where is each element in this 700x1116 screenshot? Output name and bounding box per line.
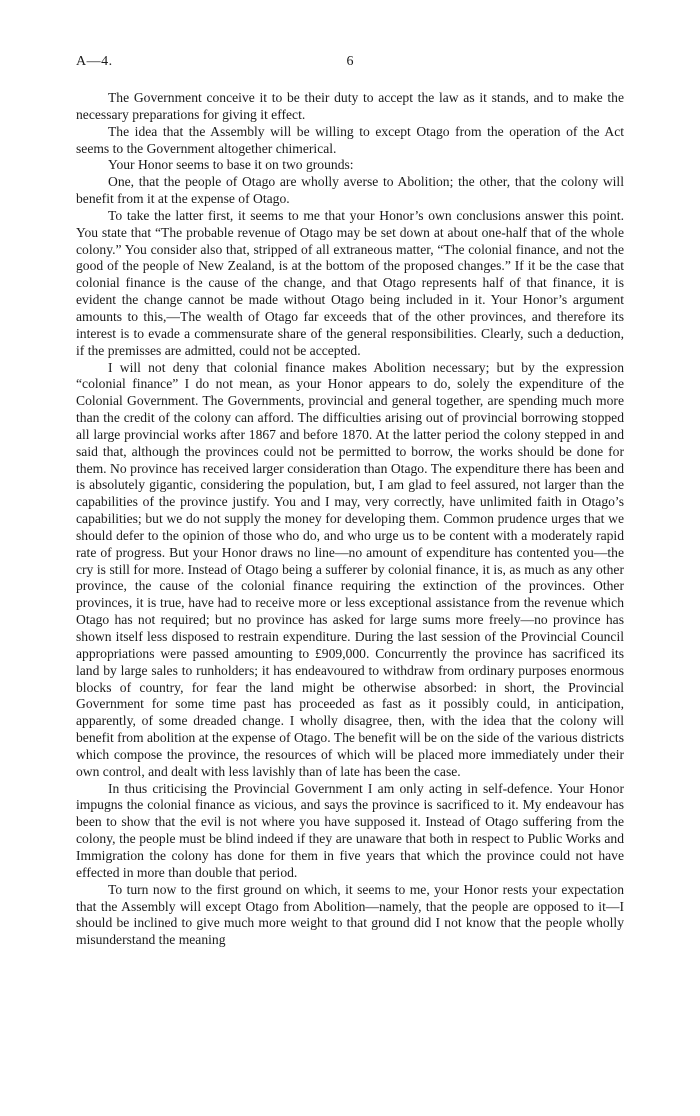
page-number: 6 bbox=[346, 54, 354, 69]
paragraph-chimerical: The idea that the Assembly will be willing to except Otago from the operation of the Act seems to the Government altogether chimerical. bbox=[76, 123, 624, 156]
paragraph-colonial-finance: I will not deny that colonial finance makes Abolition necessary; but by the expression “colonial finance” I do not mean, as your Honor appears to do, solely the expenditure of the Colonial Government. The Governments, provincial and general together, are spending much more than the credit of the colony can afford. The difficulties arising out of provincial borrowing stopped all large provincial works after 1867 and before 1870. At the latter period the colony stepped in and said that, although the provinces could not be permitted to borrow, the works should be done for them. No province has received larger consideration than Otago. The expenditure there has been and is absolutely gigantic, considering the population, but, I am glad to feel assured, not larger than the capabilities of the province justify. You and I may, very correctly, have unlimited faith in Otago’s capabilities; but we do not supply the money for developing them. Common prudence urges that we should defer to the opinion of those who do, and who urge us to be content with a moderately rapid rate of progress. But your Honor draws no line—no amount of expenditure has contented you—the cry is still for more. Instead of Otago being a sufferer by colonial finance, it is, as much as any other province, the cause of the colonial finance requiring the extinction of the provinces. Other provinces, it is true, have had to receive more or less exceptional assistance from the revenue which Otago has not required; but no province has asked for large sums more freely—no province has shown itself less disposed to restrain expenditure. During the last session of the Provincial Council appropriations were passed amounting to £909,000. Concurrently the province has sacrificed its land by large sales to runholders; it has endeavoured to withdraw from ordinary purposes enormous blocks of country, for fear the land might be otherwise absorbed: in short, the Provincial Government for some time past has proceeded as fast as it possibly could, in anticipation, apparently, of some dreaded change. I wholly disagree, then, with the idea that the colony will benefit from abolition at the expense of Otago. The benefit will be on the side of the various districts which compose the province, the resources of which will be placed more immediately under their own control, and dealt with less lavishly than of late has been the case. bbox=[76, 359, 624, 779]
paragraph-two-grounds: Your Honor seems to base it on two grounds: bbox=[108, 157, 354, 173]
paragraph-accept-law: The Government conceive it to be their duty to accept the law as it stands, and to make the necessary preparations for giving it effect. bbox=[76, 90, 624, 122]
paragraph-first-ground: To turn now to the first ground on which, it seems to me, your Honor rests your expectation that the Assembly will except Otago from Abolition—namely, that the people are opposed to it—I should be inclined to give much more weight to that ground did I not know that the people wholly misunderstand the meaning bbox=[76, 881, 624, 948]
paragraph-grounds-stated: One, that the people of Otago are wholly averse to Abolition; the other, that the colony will benefit from it at the expense of Otago. bbox=[76, 174, 624, 207]
paragraph-self-defence: In thus criticising the Provincial Government I am only acting in self-defence. Your Honor impugns the colonial finance as vicious, and says the province is sacrificed to it. My endeavour has been to show that the evil is not where you have supposed it. Instead of Otago suffering from the colony, the people must be blind indeed if they are unaware that both in respect to Public Works and Immigration the colony has done for them in five years that which the province could not have effected in more than double that period. bbox=[76, 780, 624, 880]
paragraph-latter-ground: To take the latter first, it seems to me that your Honor’s own conclusions answer this point. You state that “The probable revenue of Otago may be set down at about one-half that of the whole colony.” You consider also that, stripped of all extraneous matter, “The colonial finance, and not the good of the people of New Zealand, is at the bottom of the proposed changes.” If it be the case that colonial finance is the cause of the change, and that Otago represents half of that finance, it is evident the change cannot be made without Otago being included in it. Your Honor’s argument amounts to this,—The wealth of Otago far exceeds that of the other provinces, and therefore its interest is to evade a commensurate share of the general responsibilities. Clearly, such a deduction, if the premisses are admitted, could not be accepted. bbox=[76, 207, 624, 358]
page-header bbox=[76, 54, 624, 74]
letter-body bbox=[76, 90, 624, 949]
parliamentary-paper-reference: A—4. bbox=[76, 54, 113, 69]
